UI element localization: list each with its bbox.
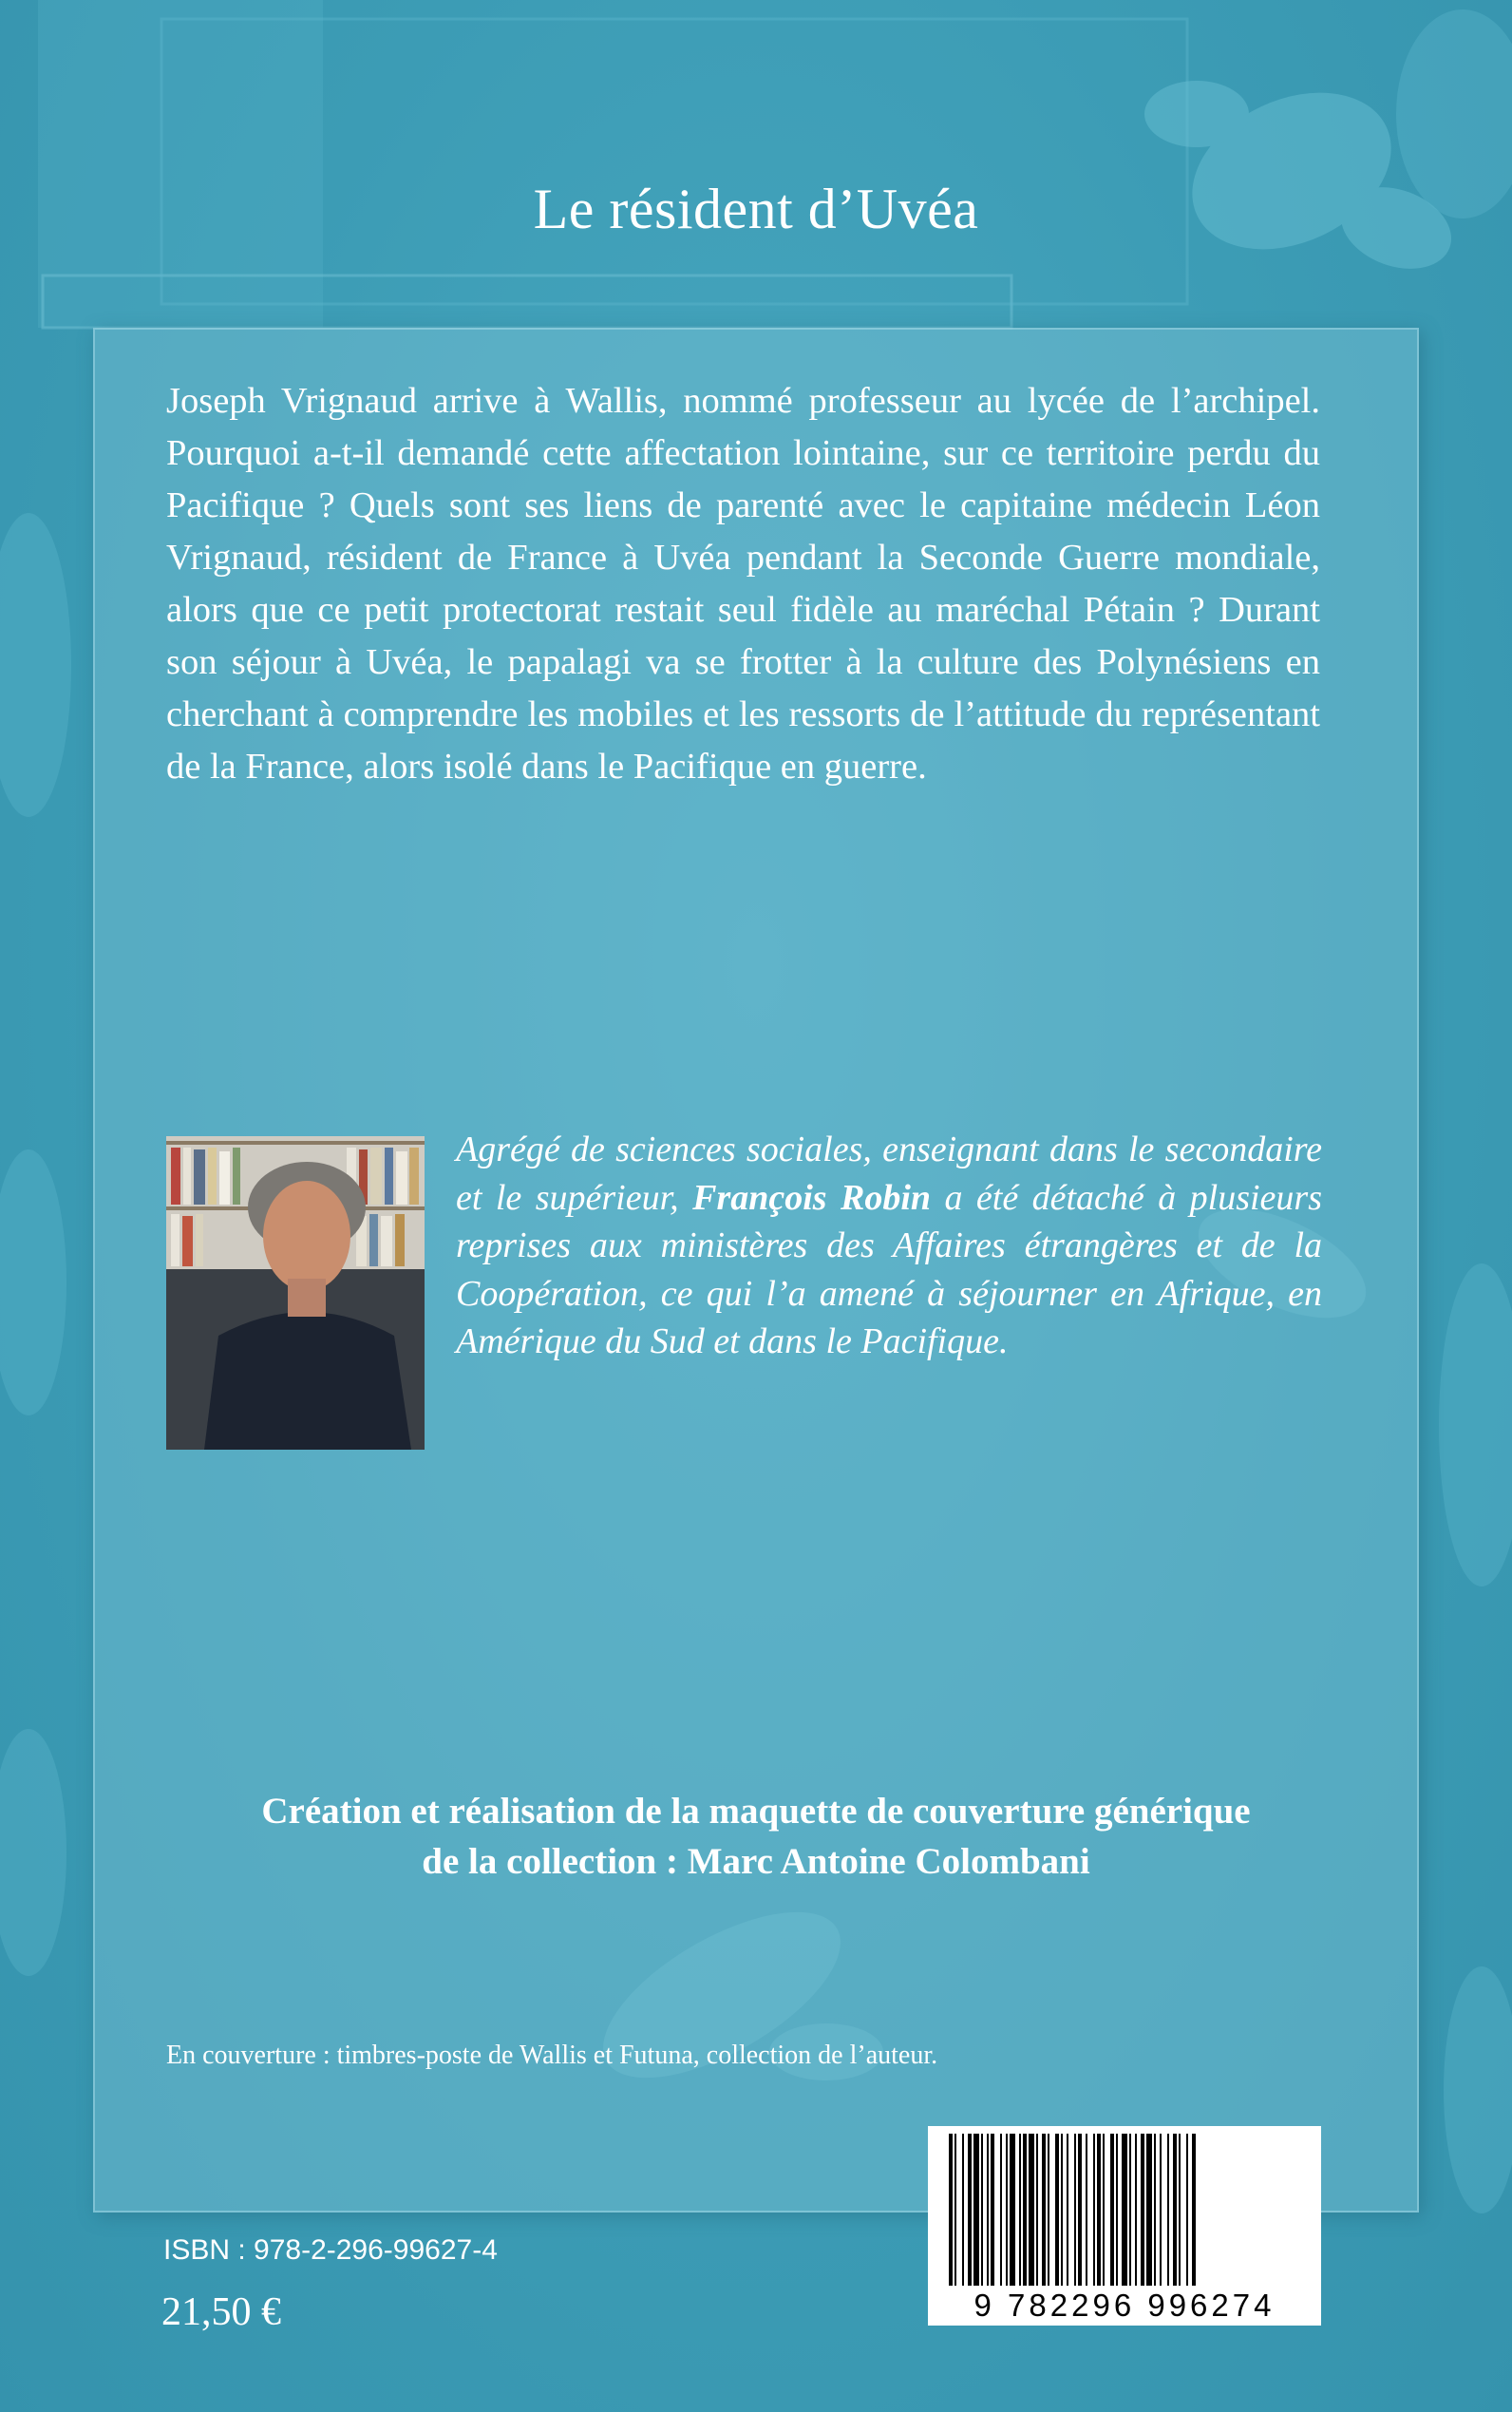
barcode-bar: [1093, 2134, 1095, 2286]
barcode-bar: [1023, 2134, 1027, 2286]
barcode-bar: [962, 2134, 964, 2286]
barcode-bar: [1192, 2134, 1196, 2286]
barcode-bar: [1042, 2134, 1046, 2286]
barcode-bar: [1036, 2134, 1038, 2286]
author-bio: [456, 1126, 1322, 1366]
barcode-bar: [1186, 2134, 1188, 2286]
design-credits: [133, 1786, 1379, 1887]
book-title: Le résident d’Uvéa: [533, 178, 979, 240]
barcode-bar: [1160, 2134, 1162, 2286]
barcode-bar: [1048, 2134, 1049, 2286]
torso-shape: [204, 1312, 411, 1450]
barcode-number: 9 782296 996274: [973, 2288, 1276, 2323]
author-name: François Robin: [692, 1177, 932, 1218]
barcode-bar: [981, 2134, 983, 2286]
barcode-bar: [1135, 2134, 1137, 2286]
barcode-bar: [1019, 2134, 1021, 2286]
barcode-bar: [1055, 2134, 1059, 2286]
barcode-bar: [1010, 2134, 1015, 2286]
book-blurb: Joseph Vrignaud arrive à Wallis, nommé professeur au lycée de l’archipel. Pourquoi a-t-il demandé cette affectation lointaine, sur ce territoire perdu du Pacifique ? Quels sont ses liens de parenté avec le capitaine médecin Léon Vrignaud, résident de France à Uvéa pendant la Seconde Guerre mondiale, alors que ce petit protectorat restait seul fidèle au maréchal Pétain ? Durant son séjour à Uvéa, le papalagi va se frotter à la culture des Polynésiens en cherchant à comprendre les mobiles et les ressorts de l’attitude du représentant de la France, alors isolé dans le Pacifique en guerre.: [166, 381, 1320, 787]
price: 21,50 €: [161, 2290, 281, 2334]
barcode-bar: [1179, 2134, 1181, 2286]
barcode-bar: [954, 2134, 956, 2286]
barcode-bar: [1116, 2134, 1118, 2286]
barcode: [928, 2126, 1321, 2326]
barcode-bar: [987, 2134, 989, 2286]
decor-frame-left: [38, 0, 323, 328]
barcode-bar: [973, 2134, 979, 2286]
barcode-bar: [1103, 2134, 1105, 2286]
barcode-bar: [1029, 2134, 1034, 2286]
barcode-bar: [1154, 2134, 1156, 2286]
barcode-bar: [1000, 2134, 1002, 2286]
barcode-bars-icon: [928, 2134, 1321, 2290]
credits-line-1: Création et réalisation de la maquette de couverture générique: [261, 1791, 1251, 1832]
barcode-bar: [949, 2134, 953, 2286]
face-shape: [263, 1181, 350, 1291]
barcode-bar: [991, 2134, 994, 2286]
barcode-bar: [1167, 2134, 1169, 2286]
author-photo: [166, 1136, 425, 1450]
bio-text-end: a été détaché à plusieurs reprises aux ministères des Affaires étrangères et de la Coopération, ce qui l’a amené à séjourner en Afrique, en Amérique du Sud et dans le Pacifique.: [456, 1177, 1322, 1361]
barcode-bar: [1097, 2134, 1101, 2286]
credits-line-2: de la collection : Marc Antoine Colombani: [422, 1841, 1090, 1882]
barcode-bar: [1074, 2134, 1076, 2286]
barcode-bar: [1061, 2134, 1063, 2286]
barcode-bar: [1110, 2134, 1114, 2286]
barcode-bar: [1173, 2134, 1177, 2286]
barcode-bar: [1078, 2134, 1082, 2286]
barcode-bar: [1141, 2134, 1144, 2286]
cover-note: En couverture : timbres-poste de Wallis et Futuna, collection de l’auteur.: [166, 2041, 938, 2070]
barcode-bar: [1146, 2134, 1152, 2286]
barcode-bar: [1086, 2134, 1087, 2286]
isbn: ISBN : 978-2-296-99627-4: [163, 2234, 498, 2266]
bio-text-start: Agrégé de sciences sociales, enseignant dans le secondaire et le supérieur,: [456, 1130, 1322, 1218]
barcode-bar: [1122, 2134, 1127, 2286]
barcode-bar: [968, 2134, 972, 2286]
barcode-bar: [1006, 2134, 1008, 2286]
barcode-bar: [1067, 2134, 1068, 2286]
barcode-bar: [1129, 2134, 1131, 2286]
